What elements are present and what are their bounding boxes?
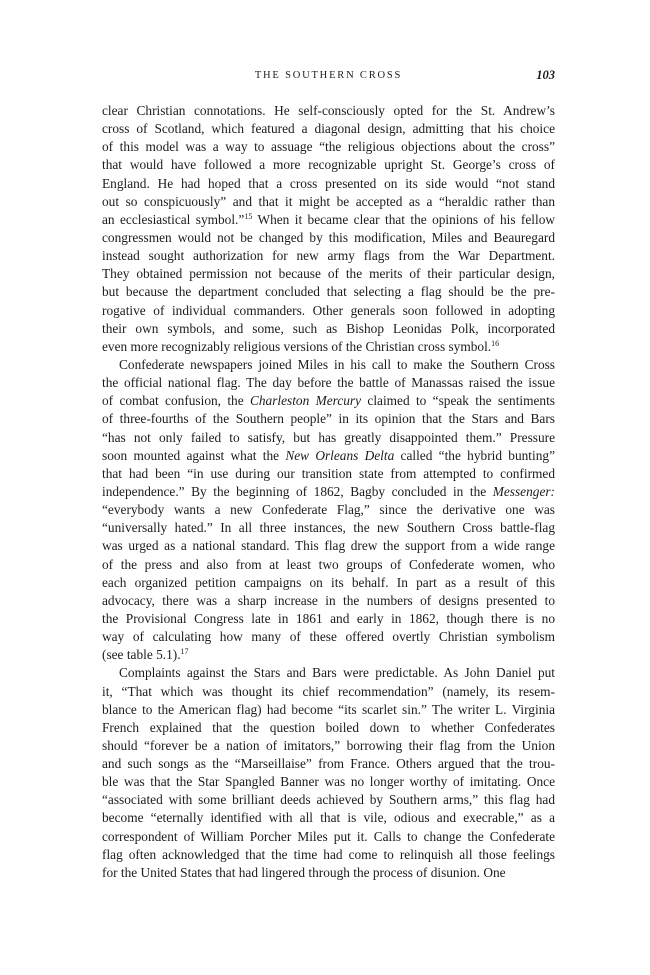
- text-line: [102, 737, 555, 755]
- text-run: was urged as a national standard. This flag drew the support from a wide range: [102, 538, 555, 554]
- text-run: cross of Scotland, which featured a diagonal design, admitting that his choice: [102, 121, 555, 137]
- running-title: THE SOUTHERN CROSS: [254, 70, 403, 81]
- text-run: of three-fourths of the Southern people” in its opinion that the Stars and Bars: [102, 411, 555, 427]
- text-run: and such songs as the “Marseillaise” from France. Others argued that the trou-: [102, 756, 555, 772]
- text-line: [102, 719, 555, 737]
- text-line: [102, 302, 555, 320]
- text-run: the official national flag. The day before the battle of Manassas raised the issue: [102, 375, 555, 391]
- text-line: [102, 120, 555, 138]
- text-line: [102, 610, 555, 628]
- text-run: claimed to “speak the sentiments: [361, 393, 555, 409]
- paragraph: [102, 356, 555, 664]
- text-line: [102, 374, 555, 392]
- text-run: (see table 5.1).: [102, 647, 181, 663]
- text-run: soon mounted against what the: [102, 447, 286, 463]
- text-line: [102, 320, 555, 338]
- text-run: for the United States that had lingered through the process of disunion. One: [102, 864, 506, 880]
- text-line: [102, 574, 555, 592]
- text-line: [102, 483, 555, 501]
- text-line: [102, 193, 555, 211]
- page-number: 103: [536, 68, 555, 82]
- text-line: [102, 410, 555, 428]
- text-run: ble was that the Star Spangled Banner was no longer worthy of imitating. Once: [102, 774, 555, 790]
- text-line: [102, 519, 555, 537]
- text-line: [102, 447, 555, 465]
- text-run: French explained that the question boiled down to whether Confederates: [102, 719, 555, 735]
- italic-text: Messenger:: [492, 483, 555, 499]
- text-run: When it became clear that the opinions of his fellow: [252, 211, 556, 227]
- text-line: [102, 628, 555, 646]
- text-line: [102, 138, 555, 156]
- text-line: [102, 864, 555, 882]
- text-line: [102, 429, 555, 447]
- text-line: [102, 664, 555, 682]
- text-run: their own symbols, and some, such as Bishop Leonidas Polk, incorporated: [102, 320, 555, 336]
- text-run: it, “That which was thought its chief recommendation” (namely, its resem-: [102, 683, 555, 699]
- text-line: [102, 356, 555, 374]
- paragraph: [102, 664, 555, 882]
- text-run: blance to the American flag) had become “its scarlet sin.” The writer L. Virginia: [102, 701, 555, 717]
- footnote-ref: 16: [491, 338, 500, 348]
- text-line: [102, 265, 555, 283]
- text-line: [102, 102, 555, 120]
- text-run: “everybody wants a new Confederate Flag,” since the derivative one was: [102, 502, 555, 518]
- text-run: “has not only failed to satisfy, but has greatly disappointed them.” Pressure: [102, 429, 555, 445]
- text-line: [102, 683, 555, 701]
- text-run: of the press and also from at least two groups of Confederate women, who: [102, 556, 555, 572]
- text-run: instead sought authorization for new army flags from the War Department.: [102, 248, 555, 264]
- text-line: [102, 556, 555, 574]
- text-run: congressmen would not be changed by this modification, Miles and Beauregard: [102, 229, 555, 245]
- text-run: become “eternally identified with all that is vile, odious and execrable,” as a: [102, 810, 555, 826]
- text-line: [102, 229, 555, 247]
- text-line: [102, 646, 555, 664]
- text-run: that would have followed a more recognizable upright St. George’s cross of: [102, 157, 555, 173]
- text-run: way of calculating how many of these offered overtly Christian symbolism: [102, 629, 555, 645]
- text-run: of combat confusion, the: [102, 393, 250, 409]
- footnote-ref: 17: [180, 647, 189, 657]
- text-run: England. He had hoped that a cross presented on its side would “not stand: [102, 175, 555, 191]
- text-line: [102, 175, 555, 193]
- text-line: [102, 701, 555, 719]
- text-run: correspondent of William Porcher Miles put it. Calls to change the Confederate: [102, 828, 555, 844]
- text-run: each organized petition campaigns on its behalf. In part as a result of this: [102, 574, 555, 590]
- text-line: [102, 392, 555, 410]
- text-line: [102, 537, 555, 555]
- text-run: clear Christian connotations. He self-consciously opted for the St. Andrew’s: [102, 103, 555, 118]
- paragraph: [102, 102, 555, 356]
- body-text: [102, 102, 555, 882]
- text-run: flag often acknowledged that the time had come to relinquish all those feelings: [102, 846, 555, 862]
- text-line: [102, 465, 555, 483]
- text-line: [102, 501, 555, 519]
- text-run: should “forever be a nation of imitators,” borrowing their flag from the Union: [102, 737, 555, 753]
- text-run: even more recognizably religious versions of the Christian cross symbol.: [102, 338, 492, 354]
- italic-text: New Orleans Delta: [285, 447, 395, 463]
- text-run: of this model was a way to assuage “the religious objections about the cross”: [102, 139, 555, 155]
- text-line: [102, 773, 555, 791]
- text-run: an ecclesiastical symbol.”: [102, 211, 245, 227]
- footnote-ref: 15: [244, 211, 253, 221]
- text-run: advocacy, there was a sharp increase in the numbers of designs presented to: [102, 592, 555, 608]
- text-run: independence.” By the beginning of 1862, Bagby concluded in the: [102, 483, 493, 499]
- text-run: Complaints against the Stars and Bars were predictable. As John Daniel put: [119, 665, 555, 681]
- italic-text: Charleston Mercury: [249, 393, 362, 409]
- text-run: the Provisional Congress late in 1861 and early in 1862, though there is no: [102, 610, 555, 626]
- text-line: [102, 809, 555, 827]
- text-run: “associated with some brilliant deeds achieved by Southern arms,” this flag had: [102, 792, 555, 808]
- text-run: but because the department concluded that selecting a flag should be the pre-: [102, 284, 555, 300]
- text-run: They obtained permission not because of the merits of their particular design,: [102, 266, 555, 282]
- text-line: [102, 338, 555, 356]
- text-run: “universally hated.” In all three instances, the new Southern Cross battle-flag: [102, 520, 555, 536]
- text-line: [102, 156, 555, 174]
- text-line: [102, 791, 555, 809]
- text-run: out so conspicuously” and that it might be accepted as a “heraldic rather than: [102, 193, 555, 209]
- text-line: [102, 828, 555, 846]
- text-run: rogative of individual commanders. Other generals soon followed in adopting: [102, 302, 555, 318]
- text-line: [102, 247, 555, 265]
- text-line: [102, 211, 555, 229]
- text-run: that had been “in use during our transition state from attempted to confirmed: [102, 465, 555, 481]
- running-head: [102, 69, 555, 87]
- text-line: [102, 283, 555, 301]
- text-run: Confederate newspapers joined Miles in his call to make the Southern Cross: [119, 356, 555, 372]
- text-line: [102, 592, 555, 610]
- text-line: [102, 755, 555, 773]
- text-run: called “the hybrid bunting”: [394, 447, 555, 463]
- text-line: [102, 846, 555, 864]
